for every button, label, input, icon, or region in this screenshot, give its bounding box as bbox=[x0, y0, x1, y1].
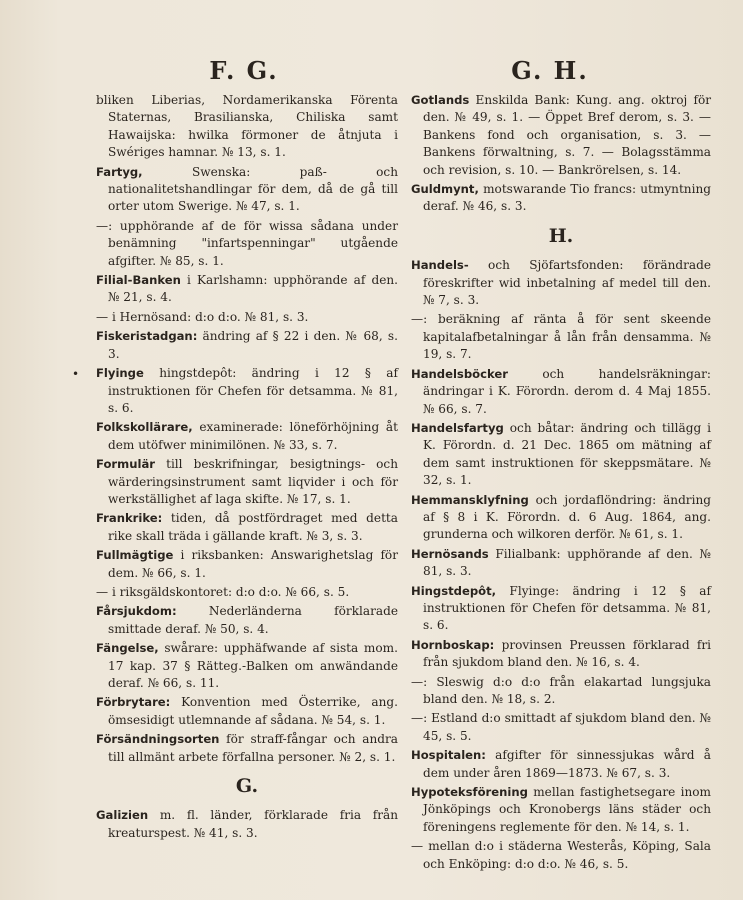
index-headword: Förbrytare: bbox=[96, 695, 171, 710]
index-entry-text: Nederländerna förklarade smittade deraf. № 50, s. 4. bbox=[108, 604, 398, 636]
index-entry-text: och jordaflöndring: ändring af § 8 i K. Förordn. d. 6 Aug. 1864, ang. grunderna och wilkoren derför. № 61, s. 1. bbox=[423, 492, 711, 542]
index-entry-text: och handelsräkningar: ändringar i K. Förordn. derom d. 4 Maj 1855. № 66, s. 7. bbox=[423, 366, 711, 416]
index-entry-text: hingstdepôt: ändring i 12 § af instruktionen för Chefen för detsamma. № 81, s. 6. bbox=[108, 366, 398, 415]
index-entry-text: swårare: upphäfwande af sista mom. 17 kap. 37 § Rätteg.-Balken om anwändande deraf. № 66, s. 11. bbox=[108, 641, 398, 690]
index-headword: Handelsböcker bbox=[411, 366, 508, 381]
index-entry-text: för straff-fångar och andra till allmänt arbete förfallna personer. № 2, s. 1. bbox=[108, 732, 398, 764]
index-entry bbox=[411, 583, 711, 635]
index-entry bbox=[96, 328, 398, 363]
index-entry bbox=[96, 218, 398, 270]
index-entry bbox=[96, 419, 398, 454]
index-entry-text: —: Sleswig d:o d:o från elakartad lungsjuka bland den. № 18, s. 2. bbox=[411, 674, 711, 706]
right-column bbox=[411, 92, 711, 875]
index-entry-text: till beskrifningar, besigtnings- och wärderingsinstrument samt liqvider i och för werkställighet af laga skifte. № 17, s. 1. bbox=[108, 457, 398, 506]
page-header bbox=[0, 56, 743, 96]
index-headword: Hospitalen: bbox=[411, 748, 486, 763]
index-entry-text: —: Estland d:o smittadt af sjukdom bland den. № 45, s. 5. bbox=[411, 711, 711, 743]
index-entry bbox=[96, 272, 398, 307]
index-entry-text: tiden, då postfördraget med detta rike skall träda i gällande kraft. № 3, s. 3. bbox=[108, 511, 398, 543]
index-entry-text: Swenska: paß- och nationalitetshandlingar för dem, då de gå till orter utom Swerige. № 47, s. 1. bbox=[108, 164, 398, 214]
index-entry bbox=[411, 492, 711, 544]
index-headword: Galizien bbox=[96, 808, 149, 823]
index-entry bbox=[411, 838, 711, 873]
index-entry-text: ändring af § 22 i den. № 68, s. 3. bbox=[108, 329, 398, 361]
index-entry-text: bliken Liberias, Nordamerikanska Förenta Staternas, Brasilianska, Chiliska samt Hawaijska: hwilka förmoner de åtnjuta i Swériges hamnar. № 13, s. 1. bbox=[96, 93, 398, 160]
index-entry bbox=[96, 807, 398, 842]
index-headword: Handels- bbox=[411, 258, 469, 273]
index-entry bbox=[96, 92, 398, 162]
index-entry-text: — i riksgäldskontoret: d:o d:o. № 66, s. 5. bbox=[96, 584, 350, 599]
index-entry bbox=[96, 584, 398, 601]
index-headword: Guldmynt, bbox=[411, 182, 479, 197]
index-entry-text: i Karlshamn: upphörande af den. № 21, s. 4. bbox=[108, 273, 398, 305]
index-entry-text: mellan fastighetsegare inom Jönköpings och Kronobergs läns städer och föreningens reglemente för den. № 14, s. 1. bbox=[423, 785, 711, 834]
index-headword: Hypoteksförening bbox=[411, 785, 528, 800]
index-headword: Hornboskap: bbox=[411, 637, 495, 652]
index-entry bbox=[411, 747, 711, 782]
index-entry bbox=[411, 420, 711, 490]
left-column bbox=[96, 92, 398, 844]
index-headword: Hingstdepôt, bbox=[411, 583, 497, 598]
index-entry bbox=[96, 510, 398, 545]
index-entry bbox=[411, 181, 711, 216]
index-entry bbox=[411, 674, 711, 709]
index-entry-text: examinerade: löneförhöjning åt dem utöfwer minimilönen. № 33, s. 7. bbox=[108, 420, 398, 452]
index-entry bbox=[411, 710, 711, 745]
index-headword: Handelsfartyg bbox=[411, 420, 504, 435]
index-headword: Gotlands bbox=[411, 93, 470, 107]
index-entry-text: —: beräkning af ränta å för sent skeende kapitalafbetalningar å lån från densamma. № 19, s. 7. bbox=[411, 312, 711, 362]
index-headword: Folkskollärare, bbox=[96, 420, 193, 435]
index-entry bbox=[411, 784, 711, 836]
index-entry-text: Konvention med Österrike, ang. ömsesidigt utlemnande af sådana. № 54, s. 1. bbox=[108, 695, 398, 727]
index-entry bbox=[411, 366, 711, 418]
margin-mark: • bbox=[72, 367, 80, 381]
index-entry bbox=[96, 164, 398, 216]
index-entry bbox=[96, 309, 398, 326]
index-headword: Fartyg, bbox=[96, 164, 143, 179]
index-entry-text: provinsen Preussen förklarad fri från sjukdom bland den. № 16, s. 4. bbox=[423, 637, 711, 670]
index-entry-text: Filialbank: upphörande af den. № 81, s. 3. bbox=[423, 546, 711, 579]
index-entry-text: motswarande Tio francs: utmyntning deraf. № 46, s. 3. bbox=[423, 182, 711, 214]
index-entry bbox=[411, 546, 711, 581]
index-entry-text: afgifter för sinnessjukas wård å dem under åren 1869—1873. № 67, s. 3. bbox=[423, 748, 711, 780]
index-entry bbox=[96, 547, 398, 582]
index-headword: Flyinge bbox=[96, 366, 144, 381]
index-headword: Fårsjukdom: bbox=[96, 604, 177, 619]
index-entry bbox=[411, 92, 711, 179]
index-entry bbox=[411, 637, 711, 672]
index-headword: Hernösands bbox=[411, 546, 489, 561]
index-entry bbox=[96, 365, 398, 417]
index-entry-text: och båtar: ändring och tillägg i K. Förordn. d. 21 Dec. 1865 om mätning af dem samt instruktionen för skeppsmätare. № 32, s. 1. bbox=[423, 420, 711, 488]
index-entry bbox=[96, 694, 398, 729]
index-entry-text: —: upphörande af de för wissa sådana under benämning "infartspenningar" utgående afgifter. № 85, s. 1. bbox=[96, 218, 398, 268]
section-heading-g: G. bbox=[235, 775, 259, 798]
index-entry bbox=[411, 311, 711, 363]
index-headword: Filial-Banken bbox=[96, 273, 181, 288]
index-headword: Frankrike: bbox=[96, 511, 163, 526]
index-entry-text: Flyinge: ändring i 12 § af instruktionen för Chefen för detsamma. № 81, s. 6. bbox=[423, 583, 711, 633]
header-left-letters: F. G. bbox=[209, 56, 279, 85]
index-entry-text: m. fl. länder, förklarade fria från kreaturspest. № 41, s. 3. bbox=[108, 808, 398, 840]
index-entry-text: — mellan d:o i städerna Westerås, Köping, Sala och Enköping: d:o d:o. № 46, s. 5. bbox=[411, 839, 711, 871]
index-headword: Fängelse, bbox=[96, 641, 159, 656]
index-headword: Fiskeristadgan: bbox=[96, 329, 198, 344]
index-entry bbox=[411, 257, 711, 309]
index-entry-text: i riksbanken: Answarighetslag för dem. № 66, s. 1. bbox=[108, 548, 398, 580]
index-entry bbox=[96, 456, 398, 508]
index-entry bbox=[96, 731, 398, 766]
index-entry bbox=[96, 603, 398, 638]
index-entry-text: — i Hernösand: d:o d:o. № 81, s. 3. bbox=[96, 309, 309, 324]
index-entry bbox=[96, 640, 398, 692]
index-entry-text: Enskilda Bank: Kung. ang. oktroj för den. № 49, s. 1. — Öppet Bref derom, s. 3. — Bankens fond och organisation, s. 3. — Bankens förwaltning, s. 7. — Bolagsstämma och revision, s. 10. — Bankrörelsen, s. 14. bbox=[423, 93, 711, 177]
index-headword: Hemmansklyfning bbox=[411, 492, 529, 507]
index-headword: Formulär bbox=[96, 457, 155, 472]
index-entry-text: och Sjöfartsfonden: förändrade föreskrifter wid inbetalning af medel till den. № 7, s. 3. bbox=[423, 258, 711, 308]
index-headword: Fullmägtige bbox=[96, 548, 174, 563]
header-right-letters: G. H. bbox=[511, 56, 589, 85]
index-headword: Försändningsorten bbox=[96, 732, 220, 747]
section-heading-h: H. bbox=[548, 224, 574, 247]
